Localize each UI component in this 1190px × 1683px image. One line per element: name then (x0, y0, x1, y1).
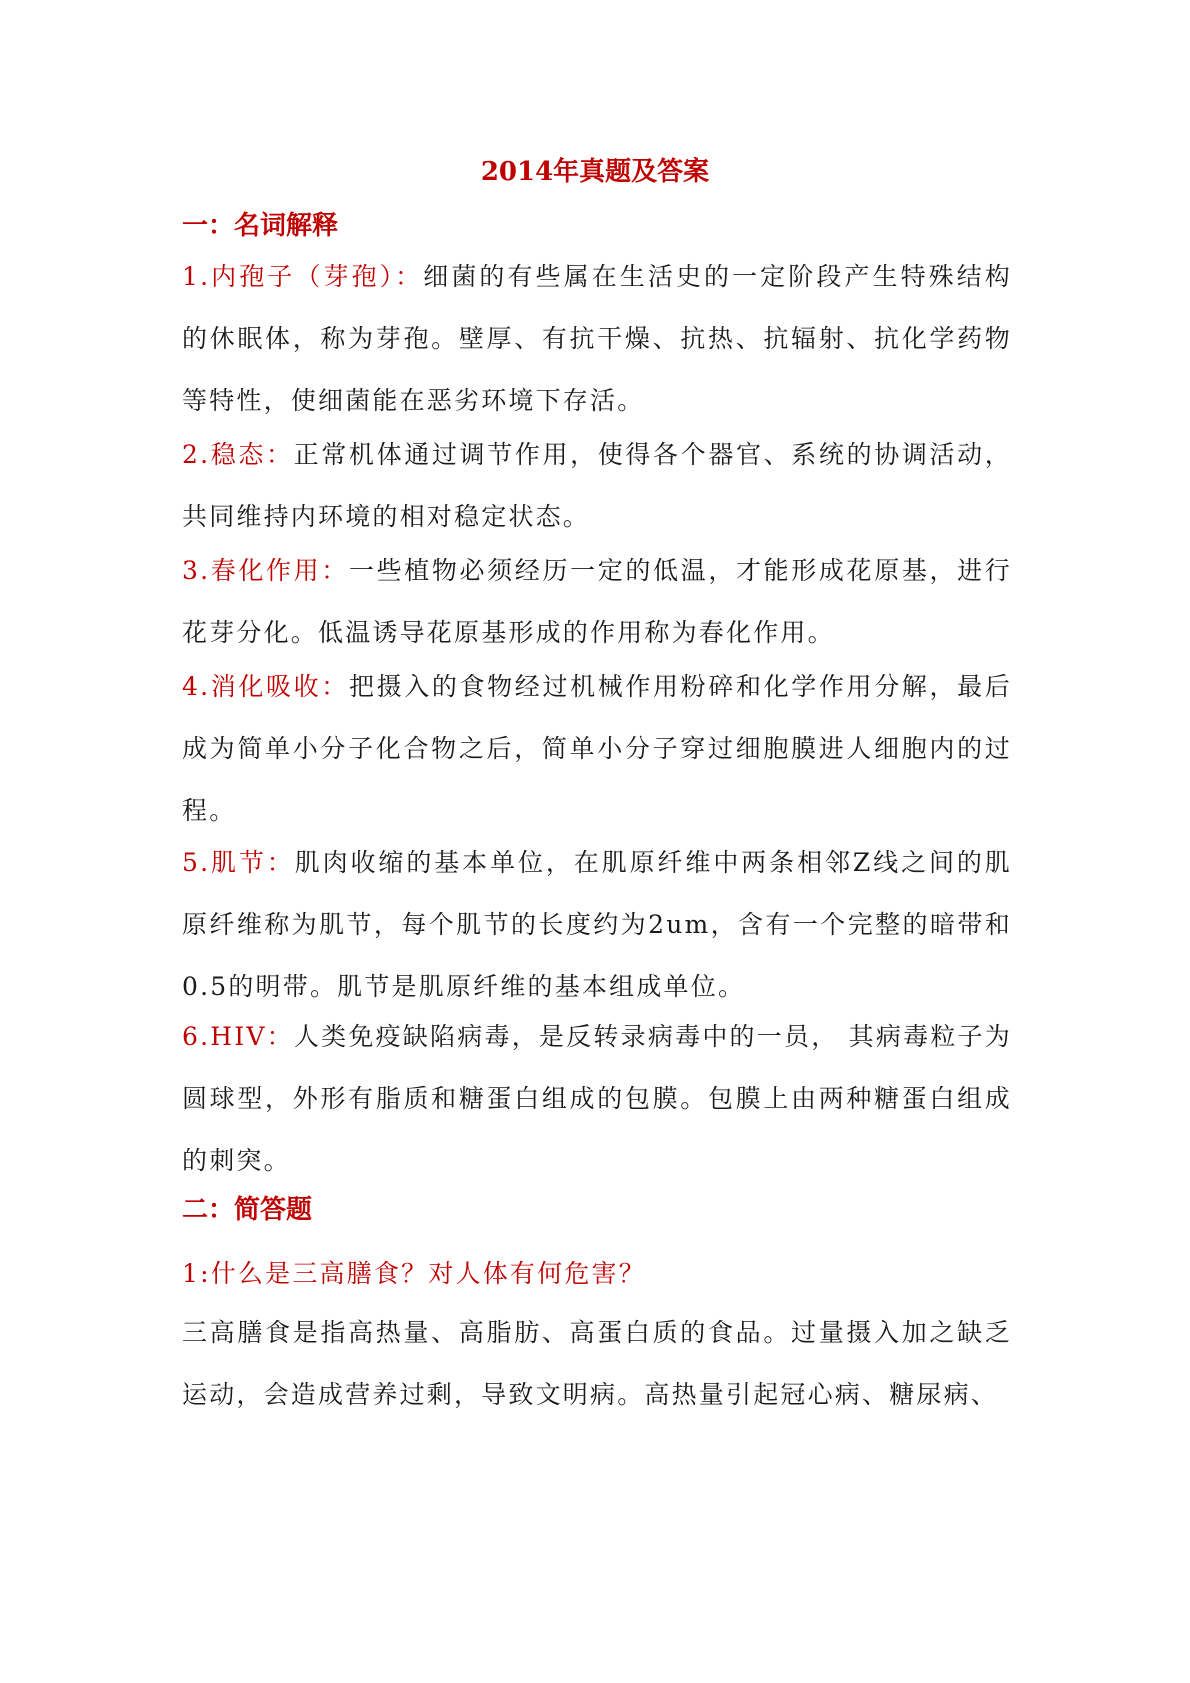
answer-text: 三高膳食是指高热量、高脂肪、高蛋白质的食品。过量摄入加之缺乏运动，会造成营养过剩，导致文明病。高热量引起冠心病、糖尿病、 (182, 1318, 1012, 1409)
definition-text: 一些植物必须经历一定的低温，才能形成花原基，进行花芽分化。低温诱导花原基形成的作用称为春化作用。 (182, 556, 1012, 647)
definition-item (182, 246, 1012, 432)
definition-item (182, 832, 1012, 1018)
definition-term: 1.内孢子（芽孢）： (182, 262, 424, 291)
question-text: 1:什么是三高膳食？对人体有何危害？ (182, 1259, 646, 1288)
section-heading-short-answers: 二：简答题 (182, 1195, 313, 1225)
definition-term: 3.春化作用： (182, 556, 349, 585)
definition-text: 正常机体通过调节作用，使得各个器官、系统的协调活动，共同维持内环境的相对稳定状态。 (182, 440, 1012, 531)
definition-item (182, 656, 1012, 842)
definition-text: 细菌的有些属在生活史的一定阶段产生特殊结构的休眠体，称为芽孢。壁厚、有抗干燥、抗热、抗辐射、抗化学药物等特性，使细菌能在恶劣环境下存活。 (182, 262, 1012, 415)
definition-item (182, 1006, 1012, 1192)
definition-term: 2.稳态： (182, 440, 294, 469)
section-heading-definitions: 一：名词解释 (182, 211, 339, 241)
definition-text: 把摄入的食物经过机械作用粉碎和化学作用分解，最后成为简单小分子化合物之后，简单小分子穿过细胞膜进人细胞内的过程。 (182, 672, 1012, 825)
definition-term: 5.肌节： (182, 848, 295, 877)
definition-text: 肌肉收缩的基本单位，在肌原纤维中两条相邻Z线之间的肌原纤维称为肌节，每个肌节的长度约为2um，含有一个完整的暗带和0.5的明带。肌节是肌原纤维的基本组成单位。 (182, 848, 1013, 1001)
definition-term: 6.HIV： (182, 1022, 294, 1051)
definition-item (182, 540, 1012, 664)
definition-term: 4.消化吸收： (182, 672, 349, 701)
document-title: 2014年真题及答案 (480, 157, 710, 187)
definition-item (182, 424, 1012, 548)
definition-text: 人类免疫缺陷病毒，是反转录病毒中的一员， 其病毒粒子为圆球型，外形有脂质和糖蛋白组成的包膜。包膜上由两种糖蛋白组成的刺突。 (182, 1022, 1012, 1175)
